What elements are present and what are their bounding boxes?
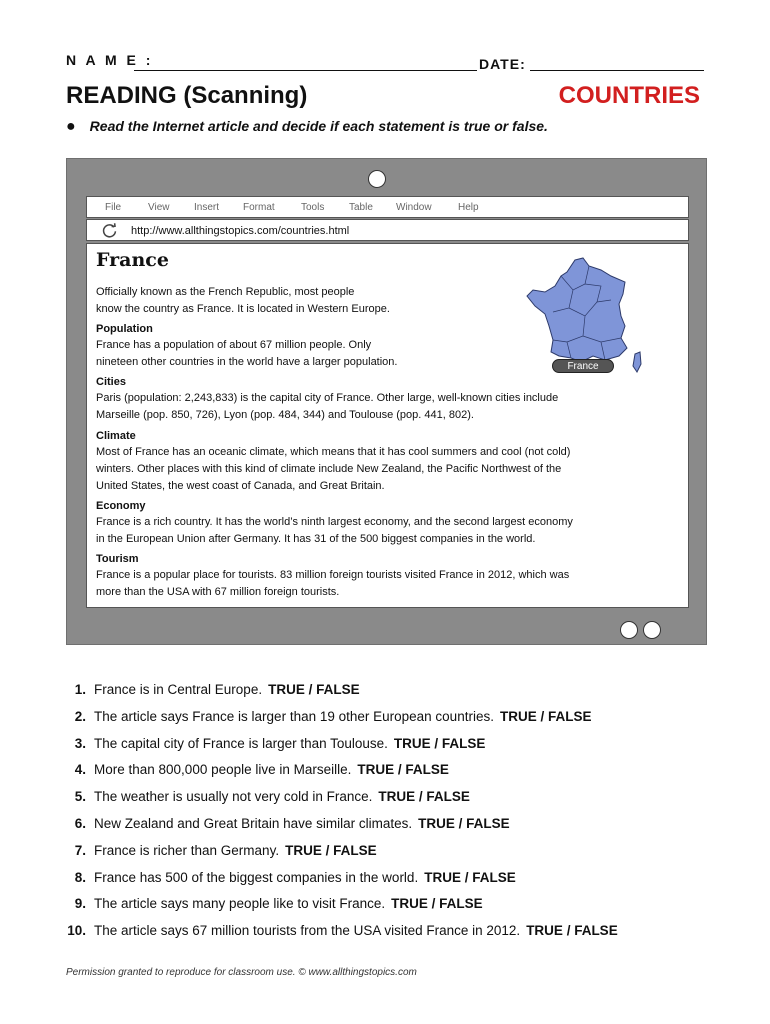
- address-bar[interactable]: [86, 219, 689, 241]
- true-false-choice[interactable]: TRUE / FALSE: [393, 735, 486, 751]
- page-title: READING (Scanning): [66, 82, 308, 109]
- true-false-choice[interactable]: TRUE / FALSE: [424, 869, 516, 885]
- question-text: The weather is usually not very cold in France.: [94, 789, 373, 805]
- true-false-choice[interactable]: TRUE / FALSE: [418, 815, 510, 831]
- scroll-right-button[interactable]: [643, 621, 661, 639]
- section-line: Most of France has an oceanic climate, which means that it has cool summers and cool (not cold): [96, 446, 571, 458]
- menu-item-insert[interactable]: Insert: [194, 202, 220, 213]
- true-false-choice[interactable]: TRUE / FALSE: [526, 923, 618, 939]
- map-label: France: [552, 359, 614, 373]
- article-content: [86, 243, 689, 608]
- section-heading: Tourism: [96, 553, 139, 565]
- name-date-row: [66, 52, 704, 76]
- true-false-choice[interactable]: TRUE / FALSE: [285, 842, 377, 858]
- section-line: France is a popular place for tourists. 83 million foreign tourists visited France in 2012, which was: [96, 569, 570, 581]
- menu-item-window[interactable]: Window: [396, 202, 432, 213]
- question-text: The article says many people like to visit France.: [94, 896, 386, 912]
- date-field[interactable]: [530, 70, 704, 71]
- true-false-choice[interactable]: TRUE / FALSE: [378, 789, 470, 805]
- section-heading: Climate: [96, 430, 136, 442]
- menu-bar: [86, 196, 689, 218]
- true-false-choice[interactable]: TRUE / FALSE: [499, 708, 592, 724]
- intro-line: know the country as France. It is located in Western Europe.: [96, 303, 390, 315]
- section-line: Marseille (pop. 850, 726), Lyon (pop. 484, 344) and Toulouse (pop. 441, 802).: [96, 409, 474, 421]
- true-false-choice[interactable]: TRUE / FALSE: [357, 762, 449, 778]
- window-knob-icon: [368, 170, 386, 188]
- question-text: More than 800,000 people live in Marseille.: [94, 762, 352, 778]
- browser-window: [66, 158, 707, 645]
- question-number: 2.: [74, 708, 86, 724]
- name-field[interactable]: [134, 70, 477, 71]
- section-line: winters. Other places with this kind of climate include New Zealand, the Pacific Northwest of the: [96, 463, 562, 475]
- menu-item-view[interactable]: View: [148, 202, 170, 213]
- footer-permission: Permission granted to reproduce for classroom use. © www.allthingstopics.com: [66, 967, 417, 978]
- intro-line: Officially known as the French Republic, most people: [96, 286, 355, 298]
- question-text: France has 500 of the biggest companies in the world.: [94, 869, 419, 885]
- true-false-choice[interactable]: TRUE / FALSE: [268, 682, 360, 697]
- menu-item-file[interactable]: File: [105, 202, 122, 213]
- name-label: N A M E :: [66, 52, 154, 68]
- topic-title: COUNTRIES: [558, 82, 700, 109]
- section-line: France has a population of about 67 million people. Only: [96, 339, 372, 351]
- section-line: more than the USA with 67 million foreign tourists.: [96, 586, 340, 598]
- date-label: DATE:: [479, 56, 526, 72]
- question-text: New Zealand and Great Britain have similar climates.: [94, 815, 413, 831]
- question-number: 6.: [74, 815, 86, 831]
- section-heading: Population: [96, 323, 153, 335]
- question-number: 7.: [74, 842, 86, 858]
- section-line: Paris (population: 2,243,833) is the capital city of France. Other large, well-known cities include: [96, 392, 559, 404]
- question-number: 3.: [74, 735, 86, 751]
- question-number: 5.: [74, 789, 86, 805]
- section-heading: Cities: [96, 376, 126, 388]
- question-number: 1.: [74, 682, 86, 697]
- menu-item-format[interactable]: Format: [243, 202, 275, 213]
- question-text: The article says France is larger than 19 other European countries.: [94, 708, 494, 724]
- article-title: France: [96, 249, 169, 271]
- instruction: [66, 118, 548, 136]
- scroll-left-button[interactable]: [620, 621, 638, 639]
- true-false-choice[interactable]: TRUE / FALSE: [391, 896, 483, 912]
- menu-item-tools[interactable]: Tools: [301, 202, 325, 213]
- menu-item-table[interactable]: Table: [349, 202, 373, 213]
- menu-item-help[interactable]: Help: [458, 202, 479, 213]
- section-line: France is a rich country. It has the world’s ninth largest economy, and the second largest economy: [96, 516, 573, 528]
- question-number: 10.: [67, 923, 86, 939]
- section-line: nineteen other countries in the world have a larger population.: [96, 356, 398, 368]
- url-text: http://www.allthingstopics.com/countries.html: [131, 225, 350, 237]
- question-number: 9.: [74, 896, 86, 912]
- section-heading: Economy: [96, 500, 146, 512]
- question-number: 8.: [74, 869, 86, 885]
- question-text: The capital city of France is larger than Toulouse.: [94, 735, 388, 751]
- instruction-text: Read the Internet article and decide if each statement is true or false.: [89, 118, 548, 134]
- refresh-icon[interactable]: [101, 222, 118, 239]
- question-text: The article says 67 million tourists from the USA visited France in 2012.: [94, 923, 521, 939]
- question-text: France is in Central Europe.: [94, 682, 263, 697]
- question-number: 4.: [74, 762, 86, 778]
- bullet-icon: ●: [66, 118, 76, 135]
- section-line: United States, the west coast of Canada, and Great Britain.: [96, 480, 385, 492]
- question-text: France is richer than Germany.: [94, 842, 280, 858]
- section-line: in the European Union after Germany. It has 31 of the 500 biggest companies in the world.: [96, 533, 536, 545]
